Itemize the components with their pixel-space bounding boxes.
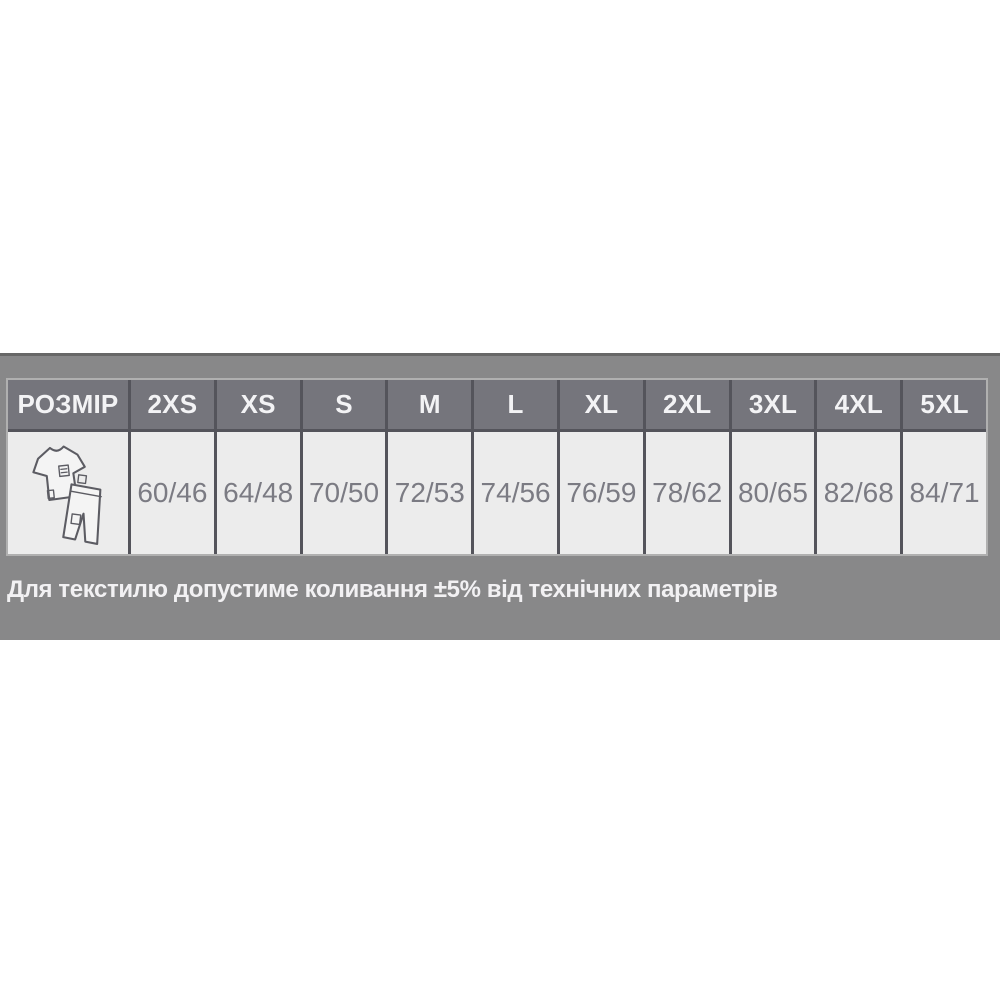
size-value-s: 70/50 [300,432,386,554]
shirt-and-pants-icon [16,438,120,550]
size-chart-table [6,378,988,556]
table-data-row [8,432,986,554]
header-cell-2xs: 2XS [128,380,214,432]
size-chart-panel [0,353,1000,640]
size-value-m: 72/53 [385,432,471,554]
header-cell-2xl: 2XL [643,380,729,432]
header-cell-s: S [300,380,386,432]
header-cell-5xl: 5XL [900,380,986,432]
header-cell-xs: XS [214,380,300,432]
size-value-5xl: 84/71 [900,432,986,554]
header-cell-l: L [471,380,557,432]
size-value-2xl: 78/62 [643,432,729,554]
header-cell-xl: XL [557,380,643,432]
header-cell-size-label: РОЗМІР [8,380,128,432]
size-value-3xl: 80/65 [729,432,815,554]
size-value-4xl: 82/68 [814,432,900,554]
header-cell-3xl: 3XL [729,380,815,432]
header-cell-m: M [385,380,471,432]
size-value-xl: 76/59 [557,432,643,554]
size-value-xs: 64/48 [214,432,300,554]
tolerance-note: Для текстилю допустиме коливання ±5% від технічних параметрів [7,576,778,603]
table-header-row [8,380,986,432]
size-value-2xs: 60/46 [128,432,214,554]
garment-icon-cell [8,432,128,554]
size-value-l: 74/56 [471,432,557,554]
header-cell-4xl: 4XL [814,380,900,432]
